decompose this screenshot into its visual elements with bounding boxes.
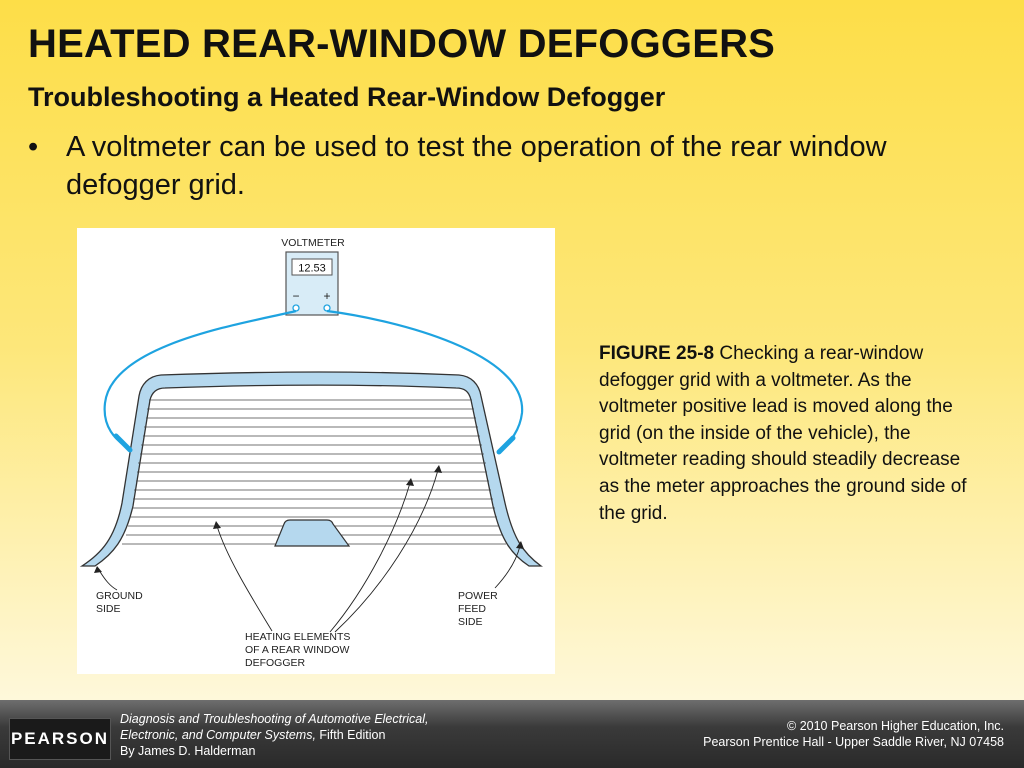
- pearson-logo: PEARSON: [9, 718, 111, 760]
- footer-bar: [0, 700, 1024, 768]
- voltmeter-label: VOLTMETER: [281, 237, 345, 249]
- leader-lines: [99, 470, 520, 632]
- slide-subtitle: Troubleshooting a Heated Rear-Window Defogger: [28, 82, 666, 112]
- minus-terminal: [293, 305, 299, 311]
- caption-text: Checking a rear-window defogger grid with a voltmeter. As the voltmeter positive lead is moved along the grid (on the inside of the vehicle), the voltmeter reading should steadily decrease as the meter approaches the ground side of the grid.: [599, 343, 967, 524]
- power-feed-side-label: POWER FEED SIDE: [458, 590, 498, 628]
- figure-number: FIGURE 25-8: [599, 343, 715, 364]
- voltmeter-reading: 12.53: [298, 262, 326, 275]
- bullet-point: [28, 128, 988, 204]
- defogger-figure: [77, 228, 555, 674]
- positive-probe: [499, 438, 513, 452]
- book-citation: [120, 711, 429, 759]
- book-author: By James D. Halderman: [120, 744, 256, 758]
- ground-probe: [116, 436, 130, 450]
- plus-terminal-sign: +: [323, 289, 331, 303]
- book-title-line2: Electronic, and Computer Systems, Fifth Edition: [120, 728, 386, 742]
- minus-terminal-sign: −: [292, 289, 300, 303]
- slide-title: HEATED REAR-WINDOW DEFOGGERS: [28, 22, 776, 66]
- defogger-diagram: [77, 228, 555, 674]
- bullet-text: A voltmeter can be used to test the operation of the rear window defogger grid.: [66, 131, 887, 201]
- copyright-line1: © 2010 Pearson Higher Education, Inc.: [787, 719, 1004, 733]
- figure-caption: [599, 341, 969, 527]
- ground-side-label: GROUND SIDE: [96, 590, 143, 615]
- plus-terminal: [324, 305, 330, 311]
- copyright-line2: Pearson Prentice Hall - Upper Saddle River, NJ 07458: [703, 735, 1004, 749]
- bullet-marker: •: [28, 131, 39, 163]
- heating-elements-label: HEATING ELEMENTS OF A REAR WINDOW DEFOGGER: [245, 631, 351, 669]
- third-brake-light: [275, 520, 349, 546]
- copyright-notice: [703, 718, 1004, 750]
- book-title-line1: Diagnosis and Troubleshooting of Automotive Electrical,: [120, 712, 429, 726]
